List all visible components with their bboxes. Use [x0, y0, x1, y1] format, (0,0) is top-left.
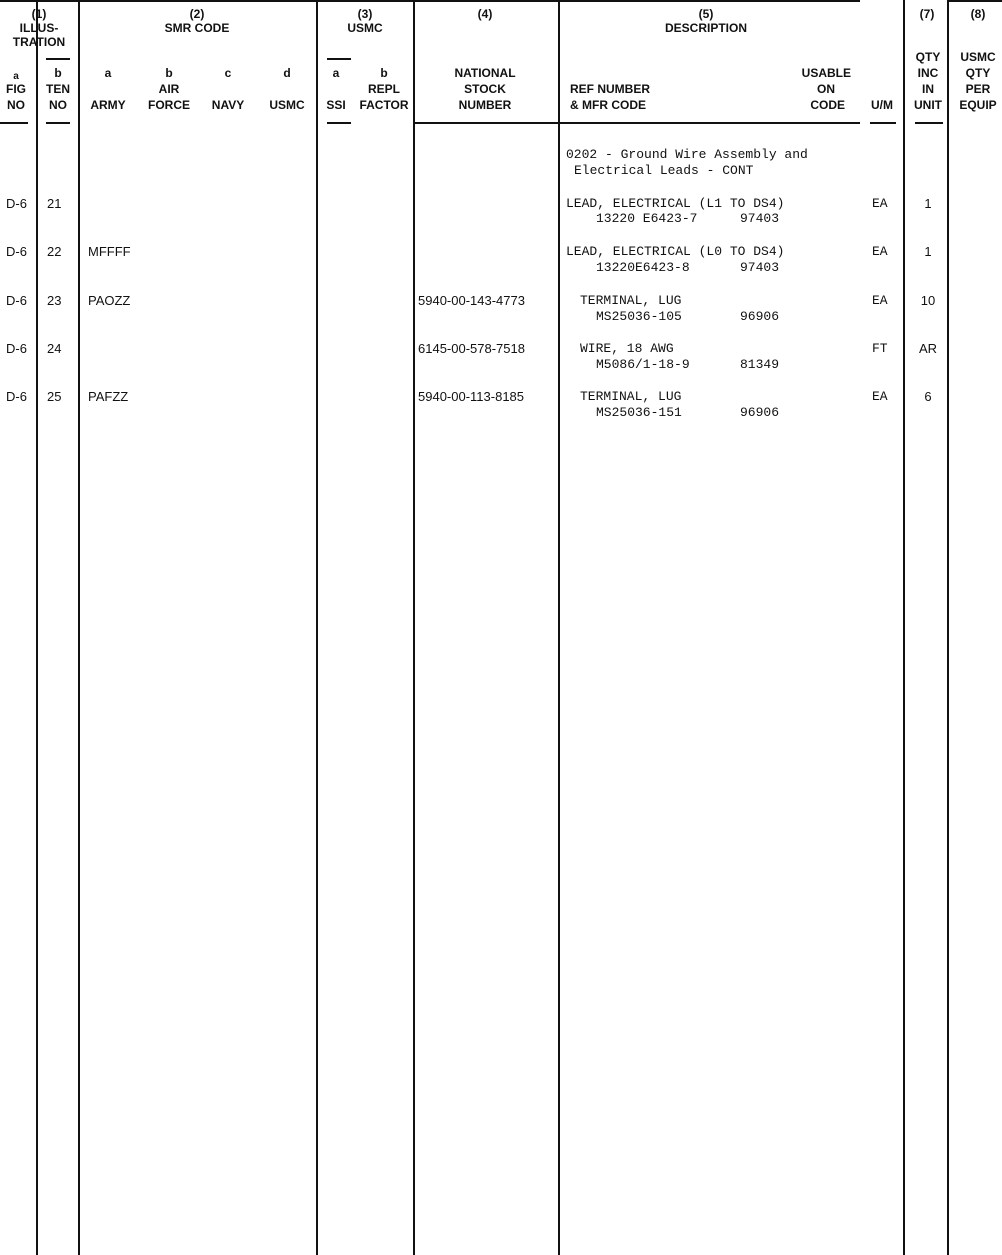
national-stock-number: 6145-00-578-7518 [418, 341, 525, 356]
column-rule [558, 0, 560, 1255]
col5-number: (5) [698, 7, 714, 21]
mfr-code: 97403 [740, 211, 780, 226]
col2d-letter: d [283, 66, 291, 80]
col7-number: (7) [919, 7, 935, 21]
description: TERMINAL, LUG [580, 389, 682, 404]
fig-number: D-6 [6, 244, 27, 259]
header-underline [0, 122, 28, 124]
col3b-label-2: FACTOR [359, 98, 409, 112]
ref-number: MS25036-151 [596, 405, 682, 420]
col2c-letter: c [224, 66, 232, 80]
group-heading: 0202 - Ground Wire Assembly and [566, 147, 808, 162]
unit-of-measure: EA [872, 293, 888, 308]
mfr-code: 96906 [740, 405, 780, 420]
col1b-label: TEN [46, 82, 70, 96]
fig-number: D-6 [6, 389, 27, 404]
header-underline [915, 122, 943, 124]
description: LEAD, ELECTRICAL (L0 TO DS4) [566, 244, 785, 259]
top-rule [947, 0, 1002, 2]
item-number: 23 [47, 293, 62, 308]
national-stock-number: 5940-00-143-4773 [418, 293, 525, 308]
column-rule [947, 0, 949, 1255]
mfr-code: 97403 [740, 260, 780, 275]
group-heading-continued: Electrical Leads - CONT [574, 163, 754, 178]
item-number: 22 [47, 244, 62, 259]
col1a-letter: a [13, 71, 19, 82]
col8-label-4: EQUIP [959, 98, 997, 112]
description: WIRE, 18 AWG [580, 341, 674, 356]
smr-army-code: PAOZZ [88, 293, 131, 308]
col1-title-2: TRATION [12, 35, 66, 49]
header-underline [327, 58, 351, 60]
col8-label-2: QTY [965, 66, 991, 80]
unit-of-measure: EA [872, 389, 888, 404]
qty-in-unit: AR [918, 341, 938, 356]
col3-number: (3) [357, 7, 373, 21]
col2d-label: USMC [269, 98, 305, 112]
header-underline [870, 122, 896, 124]
qty-in-unit: 10 [920, 293, 936, 308]
col2a-label: ARMY [90, 98, 126, 112]
ref-number: 13220E6423-8 [596, 260, 690, 275]
col2-number: (2) [189, 7, 205, 21]
description: TERMINAL, LUG [580, 293, 682, 308]
col7-label-3: IN [922, 82, 934, 96]
col5-usable-label: USABLE [801, 66, 851, 80]
column-rule [316, 0, 318, 1255]
col3a-label: SSI [326, 98, 346, 112]
col5-title: DESCRIPTION [664, 21, 748, 35]
col5-ref-label: REF NUMBER [570, 82, 650, 96]
col4-label: NATIONAL [454, 66, 516, 80]
col8-number: (8) [970, 7, 986, 21]
col3b-letter: b [380, 66, 388, 80]
item-number: 21 [47, 196, 62, 211]
qty-in-unit: 1 [924, 244, 932, 259]
col2-title: SMR CODE [164, 21, 230, 35]
col2b-letter: b [165, 66, 173, 80]
header-underline [46, 58, 70, 60]
item-number: 25 [47, 389, 62, 404]
mfr-code: 96906 [740, 309, 780, 324]
col2b-label: AIR [158, 82, 180, 96]
column-rule [903, 0, 905, 1255]
fig-number: D-6 [6, 293, 27, 308]
col1-number: (1) [31, 7, 47, 21]
col2c-label: NAVY [211, 98, 245, 112]
header-underline [46, 122, 70, 124]
col8-label: USMC [960, 50, 996, 64]
col8-label-3: PER [965, 82, 991, 96]
qty-in-unit: 6 [924, 389, 932, 404]
column-rule [413, 0, 415, 1255]
col3b-label: REPL [367, 82, 401, 96]
col4-label-3: NUMBER [458, 98, 512, 112]
col1b-label-2: NO [49, 98, 67, 112]
qty-in-unit: 1 [924, 196, 932, 211]
col5-usable-label-3: CODE [810, 98, 845, 112]
col3-title: USMC [347, 21, 383, 35]
col4-label-2: STOCK [464, 82, 506, 96]
col1a-label-2: NO [7, 98, 25, 112]
fig-number: D-6 [6, 341, 27, 356]
col5-usable-label-2: ON [817, 82, 835, 96]
header-underline [327, 122, 351, 124]
col2a-letter: a [104, 66, 112, 80]
col3a-letter: a [332, 66, 340, 80]
col2b-label-2: FORCE [148, 98, 190, 112]
description: LEAD, ELECTRICAL (L1 TO DS4) [566, 196, 785, 211]
national-stock-number: 5940-00-113-8185 [418, 389, 525, 404]
smr-army-code: MFFFF [88, 244, 131, 259]
mfr-code: 81349 [740, 357, 780, 372]
col1a-label: FIG [6, 82, 26, 96]
ref-number: MS25036-105 [596, 309, 682, 324]
unit-of-measure: FT [872, 341, 888, 356]
smr-army-code: PAFZZ [88, 389, 129, 404]
column-rule [78, 0, 80, 1255]
ref-number: M5086/1-18-9 [596, 357, 690, 372]
col1-title: ILLUS- [19, 21, 59, 35]
column-rule [36, 0, 38, 1255]
col1b-letter: b [54, 66, 62, 80]
col4-number: (4) [477, 7, 493, 21]
item-number: 24 [47, 341, 62, 356]
unit-of-measure: EA [872, 196, 888, 211]
col7-label-4: UNIT [914, 98, 942, 112]
col5-ref-label-2: & MFR CODE [570, 98, 646, 112]
col7-label: QTY [915, 50, 941, 64]
ref-number: 13220 E6423-7 [596, 211, 698, 226]
unit-of-measure: EA [872, 244, 888, 259]
header-rule [413, 122, 860, 124]
col7-label-2: INC [917, 66, 939, 80]
fig-number: D-6 [6, 196, 27, 211]
top-rule [0, 0, 860, 2]
col6-label: U/M [871, 98, 893, 112]
